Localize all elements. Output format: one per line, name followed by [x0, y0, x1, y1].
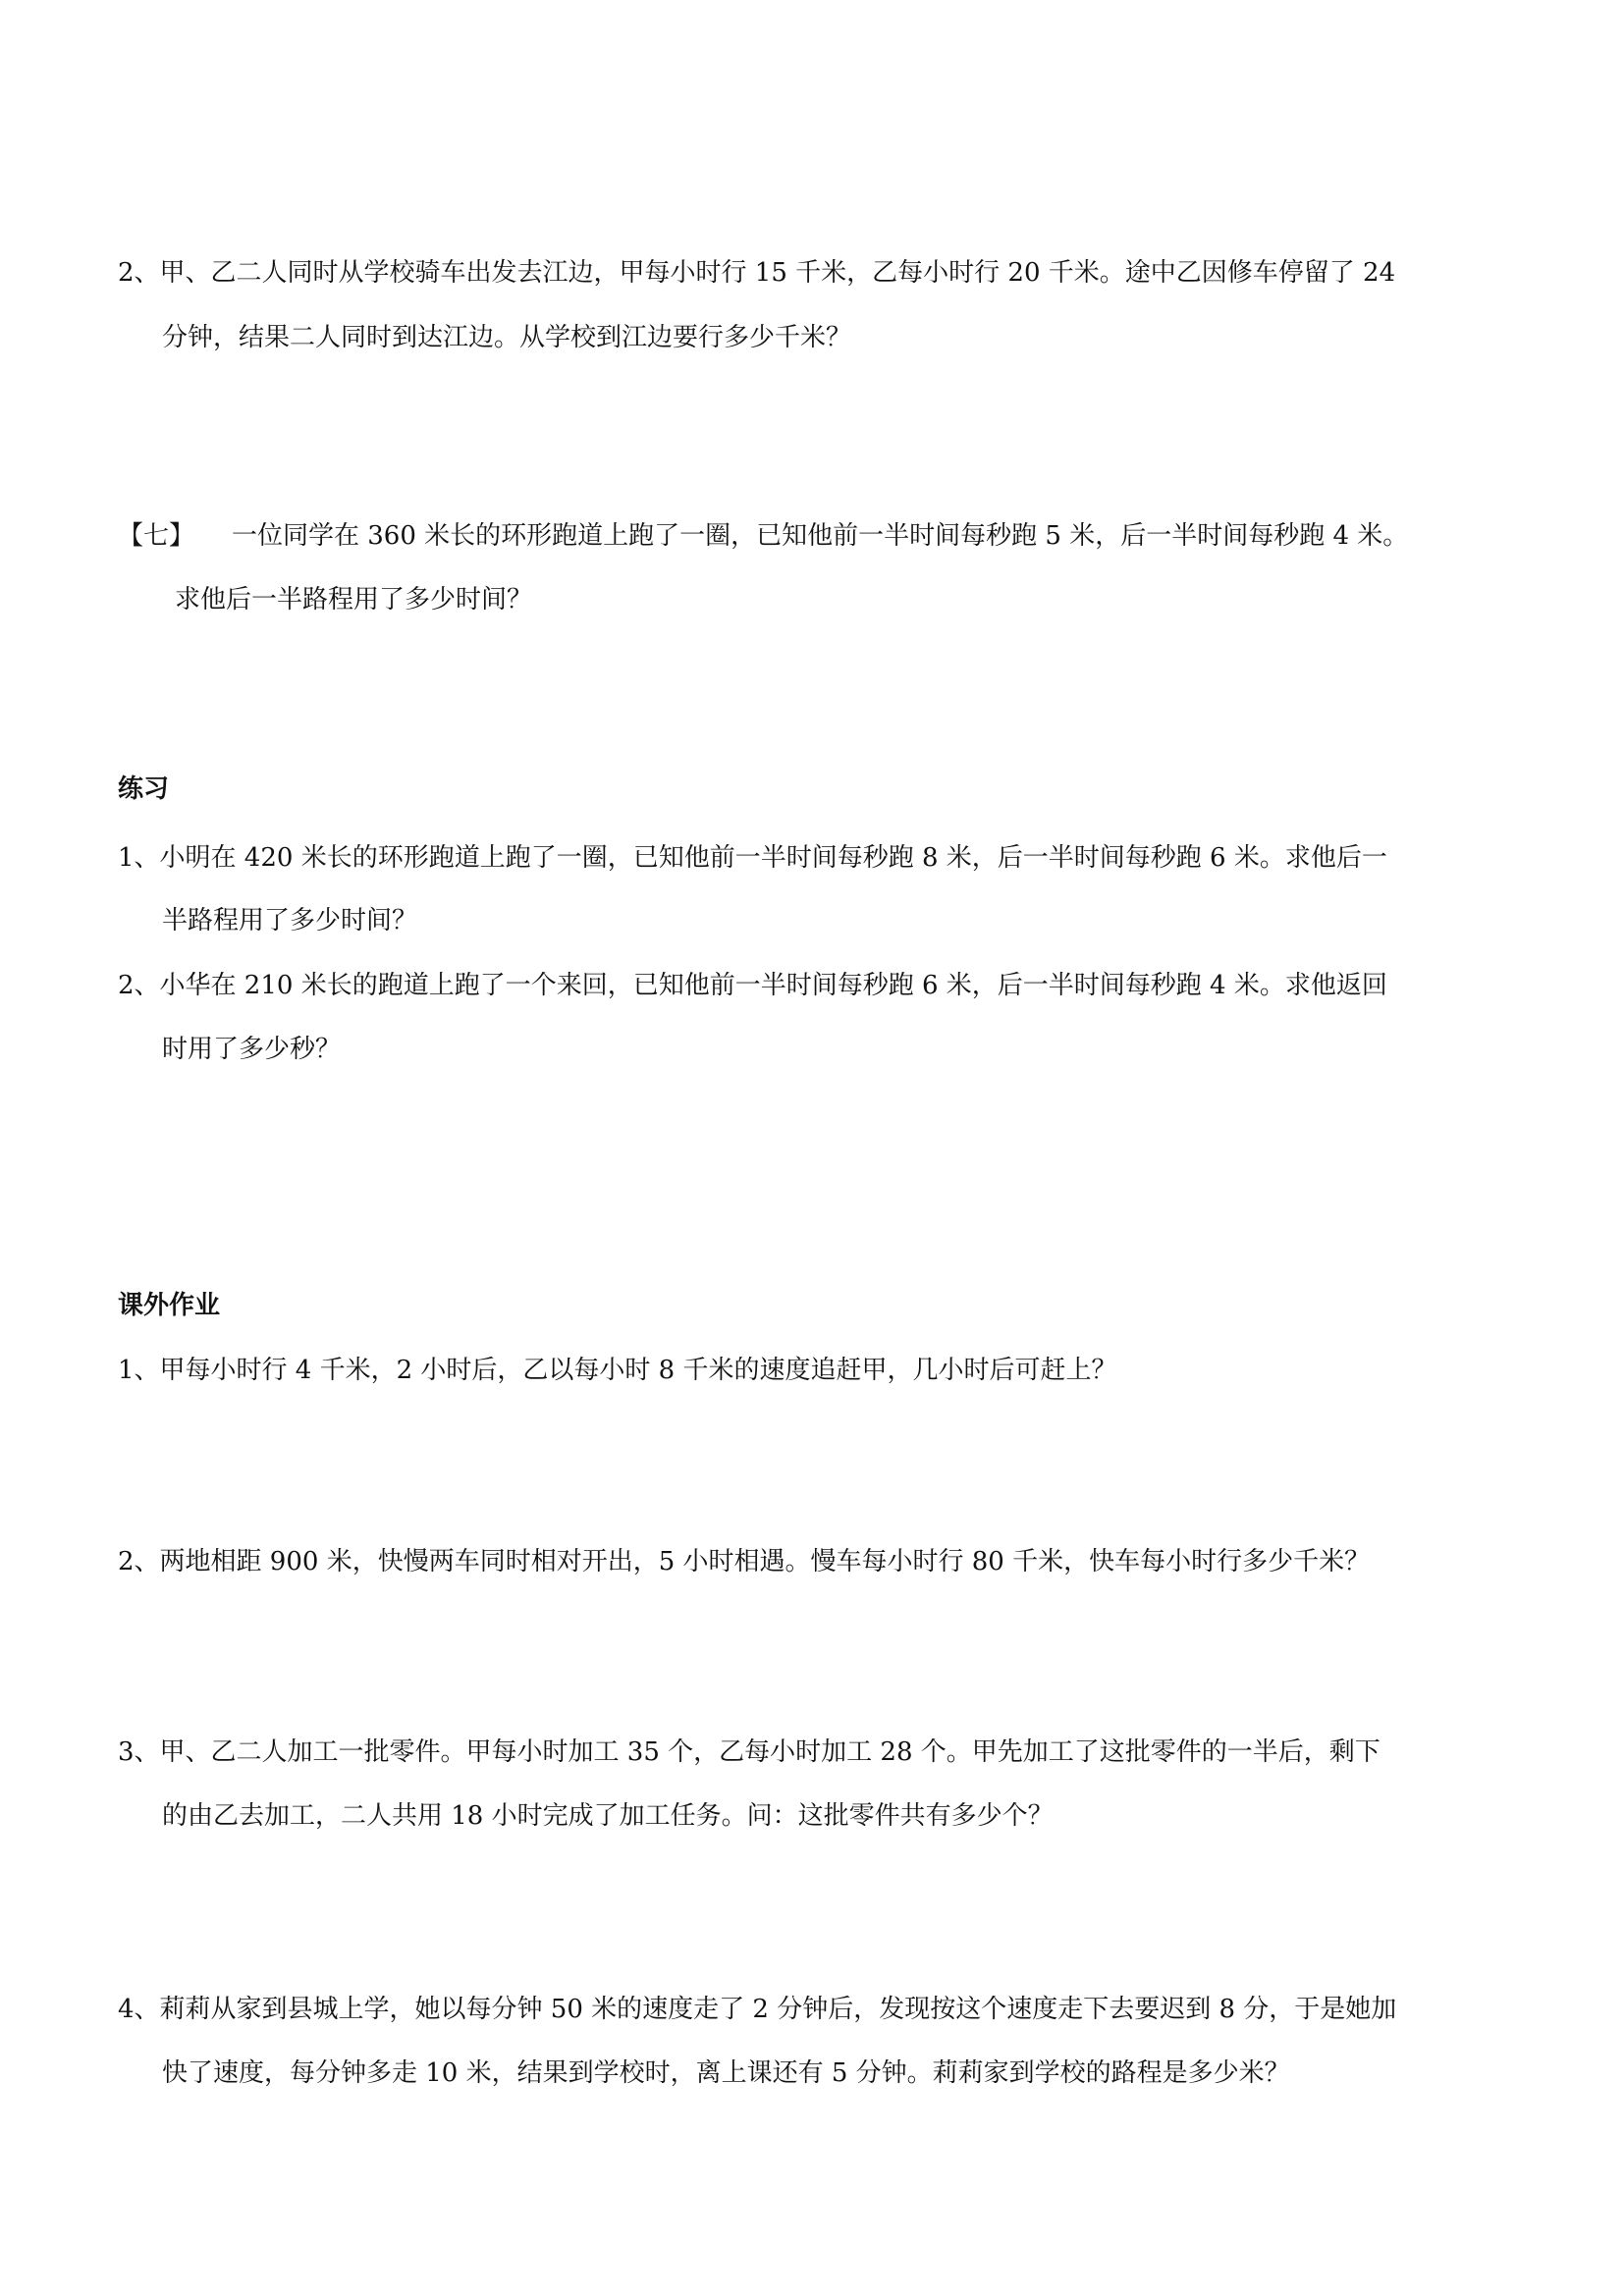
homework-item-4-line-2: 快了速度，每分钟多走 10 米，结果到学校时，离上课还有 5 分钟。莉莉家到学校的路程是多少米？: [162, 2058, 1290, 2088]
homework-item-1-line-1: 1、甲每小时行 4 千米，2 小时后，乙以每小时 8 千米的速度追赶甲，几小时后可赶上？: [118, 1356, 1117, 1385]
practice-item-1-line-1: 1、小明在 420 米长的环形跑道上跑了一圈，已知他前一半时间每秒跑 8 米，后一半时间每秒跑 6 米。求他后一: [118, 843, 1387, 873]
example-7-line-2: 求他后一半路程用了多少时间？: [175, 585, 533, 614]
homework-item-3-line-1: 3、甲、乙二人加工一批零件。甲每小时加工 35 个，乙每小时加工 28 个。甲先加工了这批零件的一半后，剩下: [118, 1737, 1380, 1767]
homework-item-4-line-1: 4、莉莉从家到县城上学，她以每分钟 50 米的速度走了 2 分钟后，发现按这个速度走下去要迟到 8 分，于是她加: [118, 1995, 1397, 2024]
homework-item-3-line-2: 的由乙去加工，二人共用 18 小时完成了加工任务。问：这批零件共有多少个？: [162, 1801, 1054, 1831]
practice-item-2-line-1: 2、小华在 210 米长的跑道上跑了一个来回，已知他前一半时间每秒跑 6 米，后一半时间每秒跑 4 米。求他返回: [118, 971, 1387, 1000]
example-7-tag: 【七】: [118, 521, 195, 551]
homework-heading: 课外作业: [118, 1291, 221, 1320]
problem-2-line-2: 分钟，结果二人同时到达江边。从学校到江边要行多少千米？: [162, 323, 852, 352]
practice-item-2-line-2: 时用了多少秒？: [162, 1035, 342, 1064]
example-7-line-1: 一位同学在 360 米长的环形跑道上跑了一圈，已知他前一半时间每秒跑 5 米，后一半时间每秒跑 4 米。: [232, 521, 1409, 551]
homework-item-2-line-1: 2、两地相距 900 米，快慢两车同时相对开出，5 小时相遇。慢车每小时行 80 千米，快车每小时行多少千米？: [118, 1547, 1371, 1576]
practice-heading: 练习: [118, 774, 170, 804]
problem-2-line-1: 2、甲、乙二人同时从学校骑车出发去江边，甲每小时行 15 千米，乙每小时行 20 千米。途中乙因修车停留了 24: [118, 258, 1396, 288]
practice-item-1-line-2: 半路程用了多少时间？: [162, 906, 418, 935]
